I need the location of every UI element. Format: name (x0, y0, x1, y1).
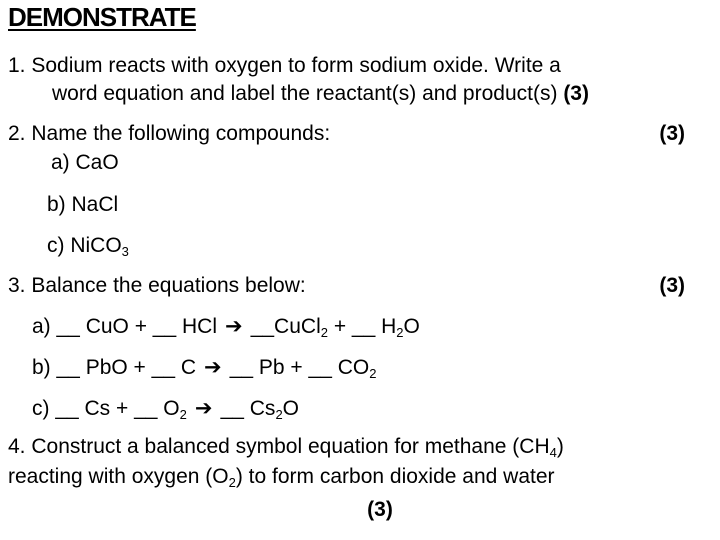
subscript: 2 (228, 475, 236, 490)
arrow-icon: ➔ (194, 397, 213, 420)
question-4-text-1-end: ) (556, 435, 564, 458)
equation-3b-products: __ Pb + __ CO (229, 356, 370, 379)
question-4-line-2 (8, 463, 555, 491)
equation-3b (32, 354, 376, 382)
question-1-marks: (3) (563, 82, 589, 105)
question-4-line-1 (8, 433, 564, 461)
equation-3a (32, 313, 420, 341)
subscript: 4 (549, 445, 557, 460)
equation-3a-product-1: __CuCl (250, 315, 321, 338)
question-3-prompt: 3. Balance the equations below: (8, 274, 306, 297)
equation-3c-reactants: c) __ Cs + __ O (32, 397, 180, 420)
equation-3c-product-1: __ Cs (220, 397, 276, 420)
equation-3a-reactants: a) __ CuO + __ HCl (32, 315, 218, 338)
question-1-text: word equation and label the reactant(s) and product(s) (52, 82, 558, 105)
question-4-marks: (3) (367, 498, 393, 521)
question-4-text-2-end: ) to form carbon dioxide and water (235, 465, 555, 488)
page-title: DEMONSTRATE (8, 2, 196, 32)
arrow-icon: ➔ (225, 315, 243, 338)
question-2c-formula: c) NiCO (47, 234, 122, 257)
question-3-marks: (3) (659, 274, 685, 297)
equation-3c (32, 395, 299, 423)
subscript: 2 (320, 325, 328, 340)
question-2c-subscript: 3 (121, 244, 129, 259)
question-1-line-2 (52, 80, 589, 108)
equation-3a-product-2: + __ H (327, 315, 397, 338)
question-4-text-2: reacting with oxygen (O (8, 465, 229, 488)
question-1-line-1: 1. Sodium reacts with oxygen to form sodium oxide. Write a (8, 54, 561, 77)
question-2-marks: (3) (659, 122, 685, 145)
question-2-prompt: 2. Name the following compounds: (8, 122, 331, 145)
subscript: 2 (396, 325, 404, 340)
question-2c (47, 232, 129, 260)
subscript: 2 (179, 407, 187, 422)
subscript: 2 (369, 366, 377, 381)
question-4-text-1: 4. Construct a balanced symbol equation for methane (CH (8, 435, 550, 458)
equation-3b-reactants: b) __ PbO + __ C (32, 356, 197, 379)
question-2b: b) NaCl (47, 193, 119, 216)
question-2a: a) CaO (51, 151, 119, 174)
equation-3c-product-2: O (282, 397, 300, 420)
subscript: 2 (275, 407, 283, 422)
equation-3a-product-3: O (403, 315, 420, 338)
arrow-icon: ➔ (204, 356, 222, 379)
